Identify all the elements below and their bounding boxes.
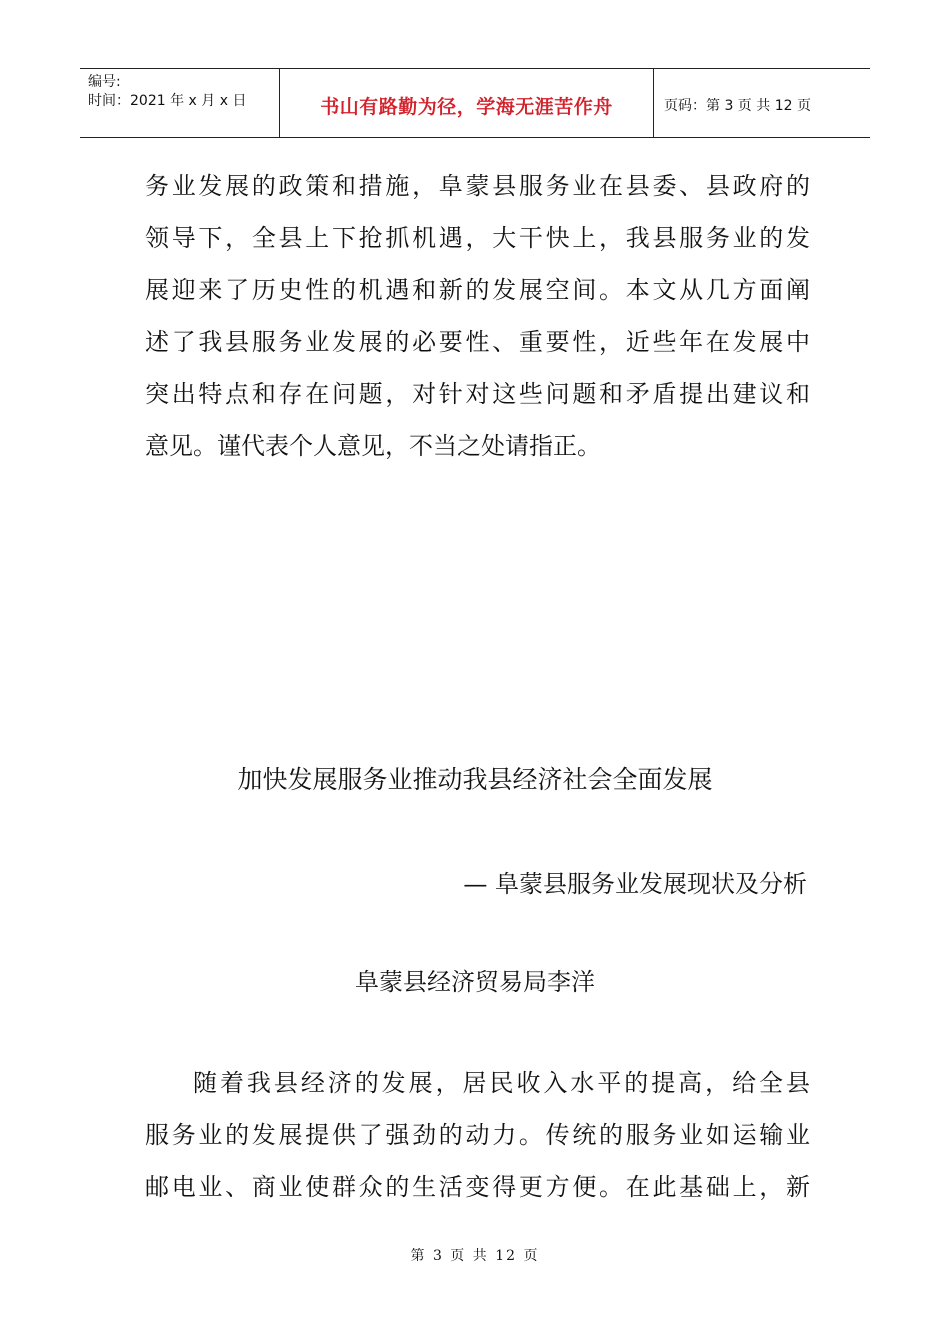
document-number-label: 编号: [88,74,121,90]
document-date: 时间：2021 年 x 月 x 日 [88,93,247,109]
paragraph-line: 领导下，全县上下抢抓机遇，大干快上，我县服务业的发 [145,224,810,252]
body-line: 邮电业、商业使群众的生活变得更方便。在此基础上，新 [145,1173,810,1201]
header-meta [80,69,280,137]
top-paragraph [145,160,810,472]
paragraph-line: 务业发展的政策和措施，阜蒙县服务业在县委、县政府的 [145,172,810,200]
article-author: 阜蒙县经济贸易局李洋 [355,968,595,996]
article-title: 加快发展服务业推动我县经济社会全面发展 [237,765,713,794]
header-motto: 书山有路勤为径，学海无涯苦作舟 [280,69,654,137]
body-line: 随着我县经济的发展，居民收入水平的提高，给全县 [193,1069,810,1097]
article-subtitle: — 阜蒙县服务业发展现状及分析 [463,870,807,898]
body-line: 服务业的发展提供了强劲的动力。传统的服务业如运输业 [145,1121,810,1149]
paragraph-line: 述了我县服务业发展的必要性、重要性，近些年在发展中 [145,328,810,356]
header-page-info: 页码：第 3 页 共 12 页 [664,98,811,114]
paragraph-line: 突出特点和存在问题，对针对这些问题和矛盾提出建议和 [145,380,810,408]
page-header [80,68,870,138]
page-footer: 第 3 页 共 12 页 [410,1248,540,1264]
paragraph-line: 意见。谨代表个人意见，不当之处请指正。 [145,432,601,460]
paragraph-line: 展迎来了历史性的机遇和新的发展空间。本文从几方面阐 [145,276,810,304]
article-body [145,1057,810,1213]
